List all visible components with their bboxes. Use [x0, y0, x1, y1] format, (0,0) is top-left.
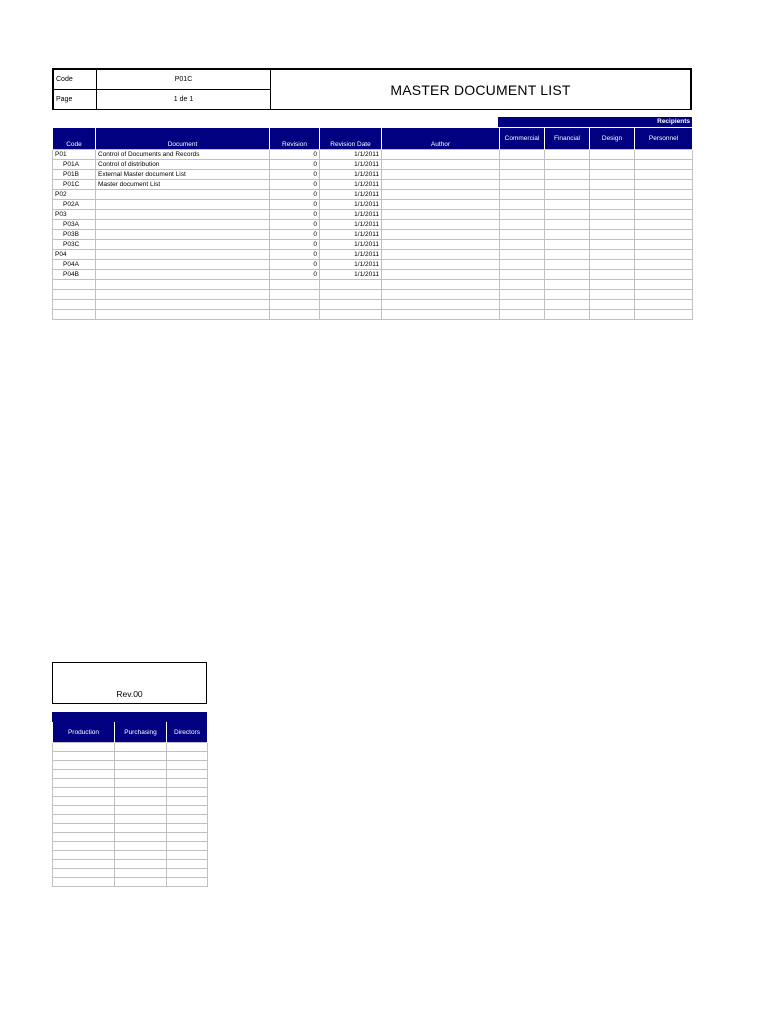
- table-row: [53, 200, 693, 210]
- column-header: Revision Date: [320, 128, 382, 150]
- row-code: P03: [53, 210, 96, 220]
- row-author: [382, 230, 500, 240]
- row-author: [382, 190, 500, 200]
- table-row: [53, 170, 693, 180]
- row-code: [53, 310, 96, 320]
- row-revision-date: [320, 310, 382, 320]
- row-recipient: [635, 200, 693, 210]
- bottom-cell: [167, 788, 208, 797]
- bottom-table-row: [53, 878, 208, 887]
- row-document: [96, 270, 270, 280]
- row-author: [382, 170, 500, 180]
- bottom-table-row: [53, 842, 208, 851]
- row-document: [96, 220, 270, 230]
- row-code: P01C: [53, 180, 96, 190]
- column-header: Author: [382, 128, 500, 150]
- row-recipient: [635, 260, 693, 270]
- bottom-cell: [115, 743, 167, 752]
- row-revision-date: 1/1/2011: [320, 230, 382, 240]
- row-recipient: [545, 290, 590, 300]
- bottom-table-row: [53, 770, 208, 779]
- bottom-table-row: [53, 860, 208, 869]
- bottom-cell: [167, 860, 208, 869]
- row-code: P03C: [53, 240, 96, 250]
- row-recipient: [635, 160, 693, 170]
- row-document: [96, 290, 270, 300]
- bottom-cell: [115, 770, 167, 779]
- row-recipient: [590, 260, 635, 270]
- row-code: P01: [53, 150, 96, 160]
- row-revision-date: 1/1/2011: [320, 250, 382, 260]
- row-revision-date: [320, 290, 382, 300]
- row-revision: 0: [270, 160, 320, 170]
- bottom-cell: [115, 815, 167, 824]
- row-revision: 0: [270, 150, 320, 160]
- bottom-cell: [167, 878, 208, 887]
- table-row: [53, 190, 693, 200]
- bottom-cell: [53, 761, 115, 770]
- row-recipient: [590, 290, 635, 300]
- revision-label: Rev.00: [116, 689, 143, 699]
- row-revision: 0: [270, 220, 320, 230]
- bottom-cell: [167, 824, 208, 833]
- table-row: [53, 210, 693, 220]
- bottom-cell: [167, 752, 208, 761]
- row-revision-date: 1/1/2011: [320, 170, 382, 180]
- row-recipient: [635, 190, 693, 200]
- revision-box: [52, 662, 207, 704]
- bottom-cell: [167, 770, 208, 779]
- row-recipient: [545, 160, 590, 170]
- row-revision-date: 1/1/2011: [320, 160, 382, 170]
- page-title: MASTER DOCUMENT LIST: [271, 70, 691, 110]
- row-recipient: [500, 200, 545, 210]
- bottom-cell: [167, 815, 208, 824]
- bottom-cell: [115, 833, 167, 842]
- row-recipient: [500, 300, 545, 310]
- row-document: [96, 240, 270, 250]
- row-recipient: [545, 200, 590, 210]
- row-code: P01B: [53, 170, 96, 180]
- row-revision-date: 1/1/2011: [320, 150, 382, 160]
- row-author: [382, 290, 500, 300]
- row-author: [382, 200, 500, 210]
- bottom-table-row: [53, 833, 208, 842]
- recipient-column-header: Commercial: [500, 128, 545, 150]
- row-author: [382, 220, 500, 230]
- row-recipient: [635, 300, 693, 310]
- row-recipient: [635, 280, 693, 290]
- bottom-cell: [53, 752, 115, 761]
- row-revision-date: 1/1/2011: [320, 210, 382, 220]
- recipient-column-header: Design: [590, 128, 635, 150]
- row-recipient: [545, 190, 590, 200]
- row-revision: [270, 310, 320, 320]
- bottom-table-row: [53, 752, 208, 761]
- row-recipient: [590, 280, 635, 290]
- row-revision-date: 1/1/2011: [320, 200, 382, 210]
- bottom-cell: [53, 743, 115, 752]
- bottom-cell: [115, 752, 167, 761]
- row-code: P04: [53, 250, 96, 260]
- document-table: [52, 128, 693, 320]
- row-revision-date: 1/1/2011: [320, 240, 382, 250]
- row-recipient: [545, 310, 590, 320]
- row-recipient: [500, 310, 545, 320]
- table-row: [53, 150, 693, 160]
- bottom-cell: [115, 761, 167, 770]
- bottom-cell: [115, 788, 167, 797]
- table-row: [53, 290, 693, 300]
- row-recipient: [635, 220, 693, 230]
- row-code: P04A: [53, 260, 96, 270]
- row-recipient: [590, 170, 635, 180]
- table-row: [53, 250, 693, 260]
- row-recipient: [500, 210, 545, 220]
- bottom-cell: [115, 842, 167, 851]
- bottom-column-header: Production: [53, 722, 115, 743]
- row-recipient: [635, 230, 693, 240]
- row-document: [96, 310, 270, 320]
- code-value: P01C: [97, 70, 271, 90]
- row-document: [96, 190, 270, 200]
- row-recipient: [500, 280, 545, 290]
- row-revision: [270, 300, 320, 310]
- row-author: [382, 300, 500, 310]
- row-recipient: [590, 150, 635, 160]
- row-recipient: [590, 210, 635, 220]
- bottom-table-row: [53, 806, 208, 815]
- bottom-cell: [167, 833, 208, 842]
- bottom-table-row: [53, 851, 208, 860]
- row-code: P02A: [53, 200, 96, 210]
- column-header: Revision: [270, 128, 320, 150]
- row-revision: 0: [270, 170, 320, 180]
- bottom-table-row: [53, 743, 208, 752]
- row-recipient: [545, 270, 590, 280]
- bottom-cell: [53, 788, 115, 797]
- row-recipient: [545, 150, 590, 160]
- bottom-cell: [53, 860, 115, 869]
- row-recipient: [500, 150, 545, 160]
- row-document: [96, 210, 270, 220]
- bottom-table-row: [53, 779, 208, 788]
- recipient-column-header: Financial: [545, 128, 590, 150]
- bottom-cell: [53, 824, 115, 833]
- table-row: [53, 160, 693, 170]
- row-document: External Master document List: [96, 170, 270, 180]
- row-revision-date: [320, 280, 382, 290]
- bottom-cell: [167, 869, 208, 878]
- row-recipient: [635, 170, 693, 180]
- table-row: [53, 180, 693, 190]
- row-recipient: [500, 220, 545, 230]
- table-row: [53, 300, 693, 310]
- bottom-cell: [53, 869, 115, 878]
- row-recipient: [545, 280, 590, 290]
- bottom-cell: [115, 860, 167, 869]
- row-recipient: [545, 230, 590, 240]
- bottom-table-row: [53, 869, 208, 878]
- bottom-cell: [167, 761, 208, 770]
- row-document: [96, 230, 270, 240]
- recipient-column-header: Personnel: [635, 128, 693, 150]
- bottom-column-header: Directors: [167, 722, 208, 743]
- table-row: [53, 220, 693, 230]
- row-document: Control of Documents and Records: [96, 150, 270, 160]
- row-author: [382, 160, 500, 170]
- row-revision: 0: [270, 270, 320, 280]
- row-recipient: [590, 200, 635, 210]
- bottom-cell: [115, 869, 167, 878]
- row-author: [382, 180, 500, 190]
- row-recipient: [635, 250, 693, 260]
- recipients-header: Recipients: [498, 117, 692, 127]
- row-recipient: [500, 260, 545, 270]
- row-revision-date: 1/1/2011: [320, 260, 382, 270]
- row-document: Master document List: [96, 180, 270, 190]
- bottom-cell: [53, 851, 115, 860]
- row-revision: 0: [270, 260, 320, 270]
- row-revision-date: 1/1/2011: [320, 180, 382, 190]
- row-recipient: [500, 170, 545, 180]
- row-author: [382, 150, 500, 160]
- row-code: [53, 300, 96, 310]
- row-author: [382, 280, 500, 290]
- bottom-table-row: [53, 824, 208, 833]
- row-recipient: [590, 300, 635, 310]
- page-value: 1 de 1: [97, 90, 271, 110]
- bottom-cell: [115, 779, 167, 788]
- row-recipient: [635, 290, 693, 300]
- bottom-cell: [53, 833, 115, 842]
- row-recipient: [635, 150, 693, 160]
- column-header: Code: [53, 128, 96, 150]
- row-revision: 0: [270, 190, 320, 200]
- bottom-cell: [167, 779, 208, 788]
- bottom-cell: [115, 851, 167, 860]
- table-header-row: [53, 128, 693, 150]
- row-recipient: [590, 160, 635, 170]
- bottom-recipients-bar: [52, 712, 207, 722]
- row-author: [382, 270, 500, 280]
- bottom-cell: [115, 806, 167, 815]
- row-document: [96, 260, 270, 270]
- table-row: [53, 270, 693, 280]
- row-recipient: [500, 270, 545, 280]
- bottom-cell: [53, 806, 115, 815]
- row-recipient: [590, 240, 635, 250]
- table-row: [53, 310, 693, 320]
- bottom-column-header: Purchasing: [115, 722, 167, 743]
- bottom-cell: [53, 779, 115, 788]
- row-recipient: [545, 170, 590, 180]
- bottom-table-row: [53, 788, 208, 797]
- row-recipient: [590, 220, 635, 230]
- bottom-cell: [53, 815, 115, 824]
- code-label: Code: [54, 70, 97, 90]
- table-row: [53, 240, 693, 250]
- row-recipient: [590, 310, 635, 320]
- row-recipient: [545, 250, 590, 260]
- column-header: Document: [96, 128, 270, 150]
- table-row: [53, 230, 693, 240]
- table-row: [53, 260, 693, 270]
- row-code: P01A: [53, 160, 96, 170]
- row-recipient: [635, 310, 693, 320]
- row-revision: 0: [270, 180, 320, 190]
- row-document: [96, 200, 270, 210]
- bottom-cell: [167, 743, 208, 752]
- row-code: P03A: [53, 220, 96, 230]
- row-recipient: [545, 300, 590, 310]
- row-recipient: [500, 250, 545, 260]
- row-recipient: [500, 290, 545, 300]
- row-document: [96, 250, 270, 260]
- row-document: Control of distribution: [96, 160, 270, 170]
- row-recipient: [590, 230, 635, 240]
- bottom-table-row: [53, 797, 208, 806]
- row-revision: 0: [270, 250, 320, 260]
- row-recipient: [545, 260, 590, 270]
- row-revision-date: 1/1/2011: [320, 190, 382, 200]
- row-recipient: [500, 180, 545, 190]
- row-author: [382, 250, 500, 260]
- row-revision: 0: [270, 210, 320, 220]
- row-code: [53, 290, 96, 300]
- row-author: [382, 260, 500, 270]
- row-document: [96, 280, 270, 290]
- row-revision-date: 1/1/2011: [320, 270, 382, 280]
- row-revision: 0: [270, 200, 320, 210]
- row-revision-date: [320, 300, 382, 310]
- row-revision-date: 1/1/2011: [320, 220, 382, 230]
- bottom-cell: [167, 806, 208, 815]
- row-recipient: [590, 270, 635, 280]
- row-author: [382, 240, 500, 250]
- table-row: [53, 280, 693, 290]
- bottom-cell: [167, 842, 208, 851]
- bottom-cell: [53, 797, 115, 806]
- row-recipient: [500, 160, 545, 170]
- row-recipient: [545, 180, 590, 190]
- row-revision: 0: [270, 230, 320, 240]
- row-recipient: [635, 270, 693, 280]
- bottom-cell: [115, 878, 167, 887]
- row-author: [382, 310, 500, 320]
- row-code: P03B: [53, 230, 96, 240]
- row-recipient: [500, 230, 545, 240]
- bottom-recipients-table: [52, 722, 208, 887]
- row-recipient: [500, 240, 545, 250]
- bottom-cell: [167, 851, 208, 860]
- row-recipient: [590, 190, 635, 200]
- row-author: [382, 210, 500, 220]
- bottom-cell: [53, 842, 115, 851]
- bottom-table-row: [53, 761, 208, 770]
- bottom-header-row: [53, 722, 208, 743]
- row-code: P02: [53, 190, 96, 200]
- row-code: P04B: [53, 270, 96, 280]
- row-revision: 0: [270, 240, 320, 250]
- bottom-table-row: [53, 815, 208, 824]
- row-recipient: [635, 210, 693, 220]
- bottom-cell: [115, 824, 167, 833]
- bottom-cell: [167, 797, 208, 806]
- page-label: Page: [54, 90, 97, 110]
- row-recipient: [590, 180, 635, 190]
- row-code: [53, 280, 96, 290]
- row-recipient: [635, 180, 693, 190]
- bottom-cell: [115, 797, 167, 806]
- row-revision: [270, 280, 320, 290]
- row-recipient: [545, 220, 590, 230]
- row-recipient: [635, 240, 693, 250]
- bottom-cell: [53, 770, 115, 779]
- row-recipient: [545, 240, 590, 250]
- document-header: [52, 68, 692, 110]
- bottom-cell: [53, 878, 115, 887]
- row-recipient: [545, 210, 590, 220]
- row-document: [96, 300, 270, 310]
- row-recipient: [500, 190, 545, 200]
- row-recipient: [590, 250, 635, 260]
- row-revision: [270, 290, 320, 300]
